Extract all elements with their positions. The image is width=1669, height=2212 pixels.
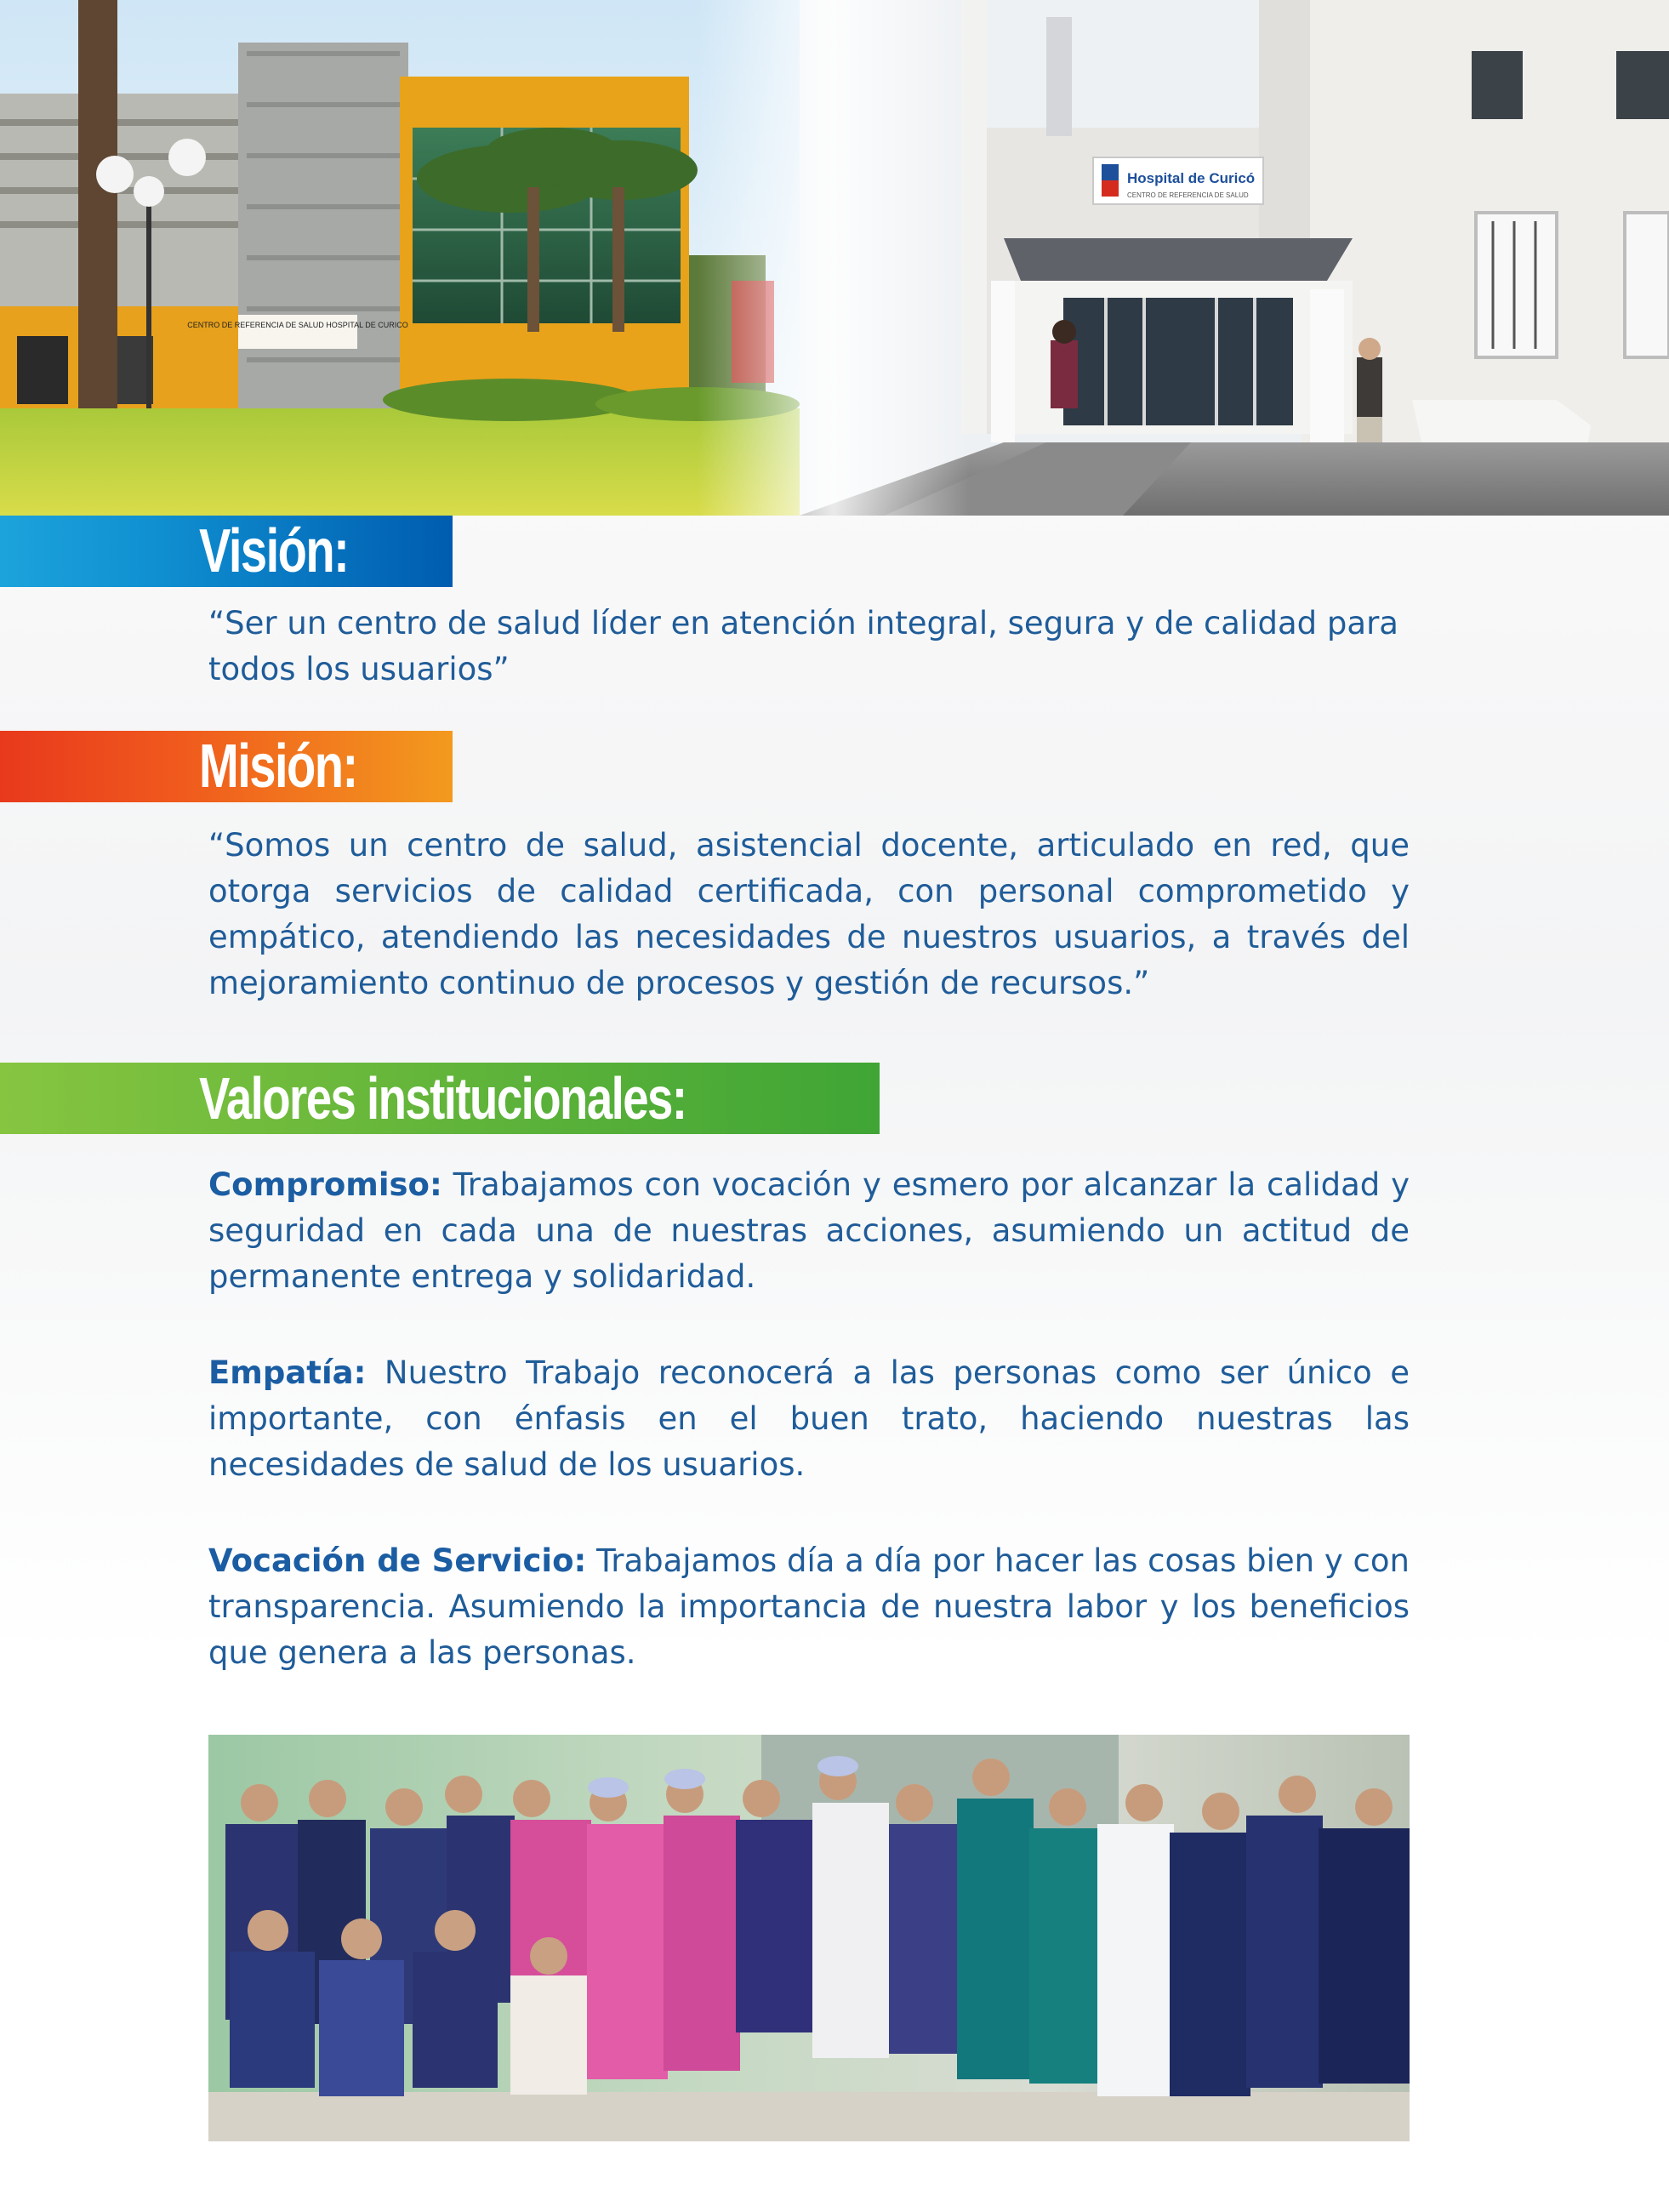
mision-text: “Somos un centro de salud, asistencial docente, articulado en red, que otorga servicios de calidad certificada, con personal comprometido y empático, atendiendo las necesidades de nuestros usuarios, a través del mejoramiento continuo de procesos y gestión de recursos.”	[208, 827, 1410, 1001]
hospital-sign-subtitle: CENTRO DE REFERENCIA DE SALUD	[1127, 191, 1249, 199]
valores-banner	[0, 1063, 880, 1134]
value-description-vocacion: Trabajamos día a día por hacer las cosas bien y con transparencia. Asumiendo la importancia de nuestra labor y los beneficios que genera a las personas.	[208, 1542, 1410, 1671]
value-term-compromiso: Compromiso:	[208, 1166, 442, 1203]
valores-heading: Valores institucionales:	[199, 1065, 686, 1132]
value-compromiso	[208, 1162, 1410, 1300]
vision-banner	[0, 516, 453, 587]
staff-group-photo	[208, 1735, 1410, 2141]
value-empatia	[208, 1350, 1410, 1488]
hospital-sign-title: Hospital de Curicó	[1127, 170, 1256, 186]
value-term-vocacion: Vocación de Servicio:	[208, 1542, 587, 1579]
value-vocacion	[208, 1538, 1410, 1676]
mision-heading: Misión:	[199, 733, 357, 801]
building-sign-left: CENTRO DE REFERENCIA DE SALUD HOSPITAL DE CURICO	[187, 321, 408, 329]
mision-banner	[0, 731, 453, 802]
vision-heading: Visión:	[199, 517, 349, 585]
hospital-photo-collage	[0, 0, 1669, 516]
value-description-compromiso: Trabajamos con vocación y esmero por alcanzar la calidad y seguridad en cada una de nuestras acciones, asumiendo un actitud de permanente entrega y solidaridad.	[208, 1166, 1410, 1295]
value-term-empatia: Empatía:	[208, 1354, 367, 1391]
value-description-empatia: Nuestro Trabajo reconocerá a las personas como ser único e importante, con énfasis en el buen trato, haciendo nuestras las necesidades de salud de los usuarios.	[208, 1354, 1410, 1483]
vision-text: “Ser un centro de salud líder en atención integral, segura y de calidad para todos los usuarios”	[208, 605, 1398, 687]
